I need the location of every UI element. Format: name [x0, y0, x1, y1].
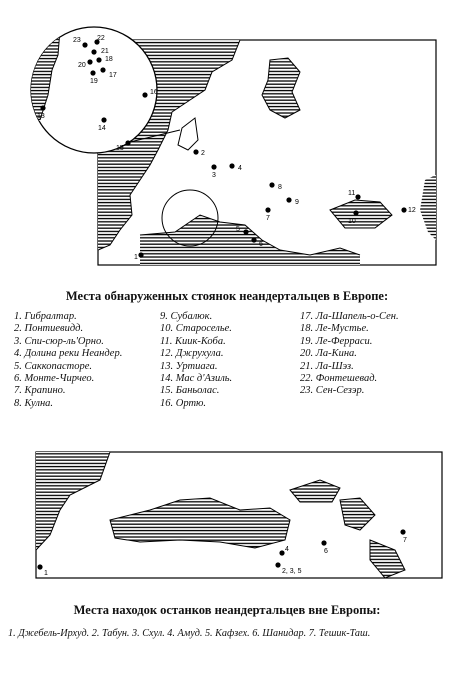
site-marker-10 [353, 210, 358, 215]
site-marker-label: 6 [259, 241, 263, 248]
site-marker-7 [265, 207, 270, 212]
site-marker-4 [229, 163, 234, 168]
site-marker-label: 2 [201, 150, 205, 157]
site-marker-label: 1 [44, 570, 48, 577]
europe-site-legend [14, 311, 444, 411]
legend-entry: 20. Ла-Кина. [300, 348, 357, 360]
legend-entry: 4. Долина реки Неандер. [14, 348, 123, 360]
legend-entry: 16. Ортю. [160, 397, 207, 409]
site-marker-2 [193, 149, 198, 154]
site-marker-5 [243, 229, 248, 234]
legend-entry: 23. Сен-Сезэр. [300, 385, 365, 397]
site-marker [279, 550, 284, 555]
site-marker-12 [401, 207, 406, 212]
site-marker [275, 562, 280, 567]
legend-entry: 13. Уртиага. [160, 360, 218, 372]
site-marker-label: 11 [348, 190, 356, 197]
site-marker [321, 540, 326, 545]
legend-entry: 17. Ла-Шапель-о-Сен. [300, 311, 399, 322]
site-marker [400, 529, 405, 534]
legend-entry: 11. Киик-Коба. [160, 335, 226, 347]
site-marker-label: 13 [37, 113, 45, 120]
site-marker-label: 23 [73, 37, 81, 44]
legend-entry: 14. Мас д'Азиль. [160, 373, 233, 385]
site-marker-20 [87, 59, 92, 64]
legend-column-1 [14, 311, 122, 410]
site-marker-14 [101, 117, 106, 122]
site-marker-label: 18 [105, 56, 113, 63]
site-marker-label: 4 [238, 165, 242, 172]
site-marker-label: 5 [236, 226, 240, 233]
site-marker-label: 20 [78, 62, 86, 69]
legend-column-2 [160, 311, 232, 410]
site-marker-label: 12 [408, 207, 416, 214]
legend-entry: 10. Староселье. [160, 323, 232, 335]
legend-entry: 6. Монте-Чирчео. [14, 373, 95, 385]
site-marker [37, 564, 42, 569]
site-marker-18 [96, 57, 101, 62]
site-marker-label: 15 [116, 145, 124, 152]
site-marker-13 [40, 105, 45, 110]
legend-entry: 18. Ле-Мустье. [300, 323, 369, 335]
legend-column-3 [300, 311, 399, 398]
site-marker-label: 17 [109, 72, 117, 79]
legend-entry: 9. Субалюк. [160, 311, 213, 322]
site-marker-label: 4 [285, 546, 289, 553]
site-marker-label: 14 [98, 125, 106, 132]
site-marker-label: 7 [266, 215, 270, 222]
legend-entry: 3. Спи-сюр-ль'Орно. [14, 335, 104, 347]
legend-entry: 15. Баньолас. [160, 385, 220, 397]
site-marker-17 [100, 67, 105, 72]
site-marker-6 [251, 237, 256, 242]
legend-entry: 22. Фонтешевад. [300, 373, 378, 385]
legend-entry: 5. Саккопасторе. [14, 360, 93, 372]
outside-europe-map-caption: Места находок останков неандертальцев вне Европы: [73, 603, 381, 617]
site-marker-label: 1 [134, 254, 138, 261]
europe-site-map [0, 0, 454, 300]
site-marker-19 [90, 70, 95, 75]
outside-europe-site-map [0, 440, 454, 600]
legend-entry: 7. Крапино. [14, 385, 66, 397]
site-marker-15 [125, 140, 130, 145]
legend-entry: 8. Кулна. [14, 397, 54, 409]
site-marker-label: 8 [278, 184, 282, 191]
site-marker-label: 22 [97, 35, 105, 42]
legend-entry: 2. Понтиевидд. [14, 323, 84, 335]
site-marker-11 [355, 194, 360, 199]
site-marker-label: 10 [348, 218, 356, 225]
site-marker-23 [82, 42, 87, 47]
site-marker-9 [286, 197, 291, 202]
site-marker-8 [269, 182, 274, 187]
site-marker-label: 3 [212, 172, 216, 179]
legend-entry: 1. Гибралтар. [14, 311, 77, 322]
legend-entry: 21. Ла-Шэз. [300, 360, 354, 372]
europe-map-caption: Места обнаруженных стоянок неандертальцев в Европе: [65, 289, 389, 303]
site-marker-label: 7 [403, 537, 407, 544]
site-marker-label: 21 [101, 48, 109, 55]
legend-entry: 19. Ле-Ферраси. [300, 335, 373, 347]
site-marker-3 [211, 164, 216, 169]
site-marker-label: 9 [295, 199, 299, 206]
site-marker-label: 2, 3, 5 [282, 568, 302, 575]
outside-europe-legend: 1. Джебель-Ирхуд. 2. Табун. 3. Схул. 4. Амуд. 5. Кафзех. 6. Шанидар. 7. Тешик-Таш. [8, 628, 371, 639]
legend-entry: 12. Джрухула. [160, 348, 224, 360]
site-marker-1 [138, 252, 143, 257]
site-marker-16 [142, 92, 147, 97]
site-marker-21 [91, 49, 96, 54]
site-marker-label: 16 [150, 89, 158, 96]
site-marker-label: 19 [90, 78, 98, 85]
site-marker-label: 6 [324, 548, 328, 555]
